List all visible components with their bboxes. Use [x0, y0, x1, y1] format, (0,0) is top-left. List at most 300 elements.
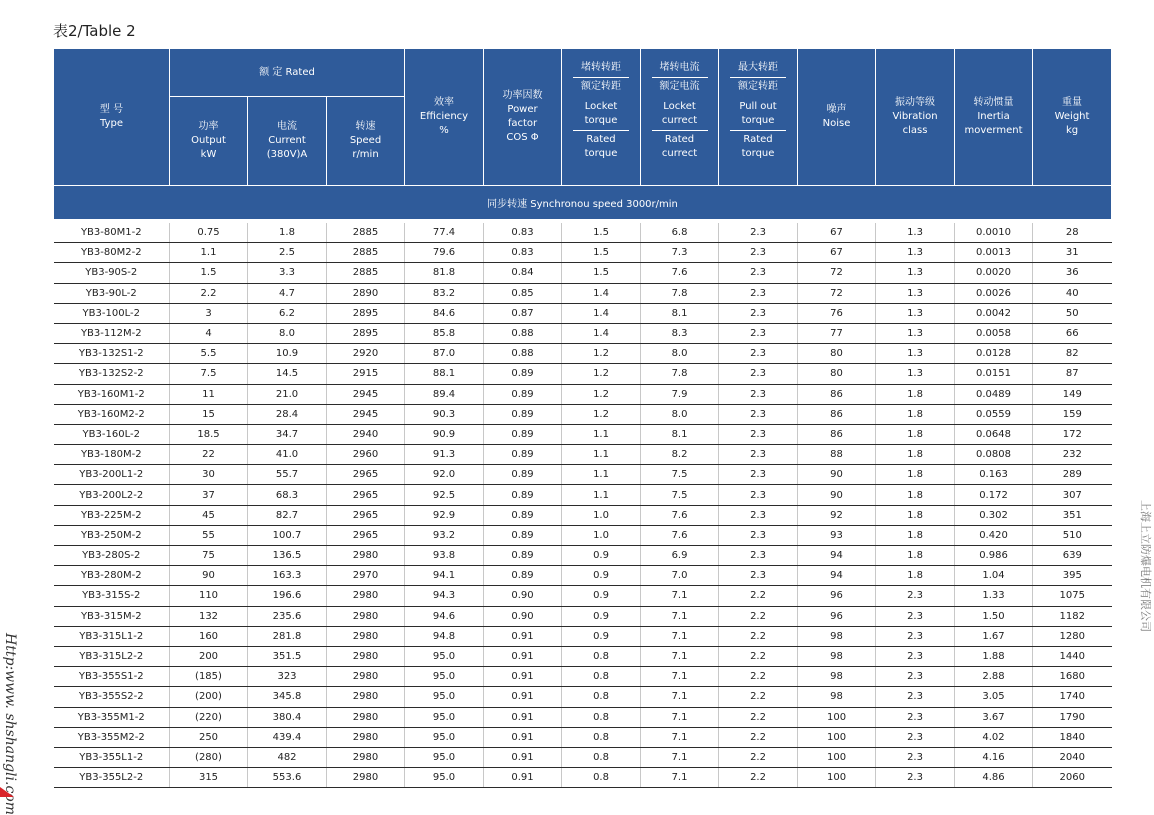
table-cell: 2.3 — [719, 505, 798, 525]
table-cell: 6.9 — [641, 546, 719, 566]
table-cell: 3.67 — [955, 707, 1033, 727]
table-cell: 93 — [798, 525, 876, 545]
table-cell: 0.91 — [484, 687, 562, 707]
table-cell: 2.3 — [719, 384, 798, 404]
table-row — [54, 626, 1112, 646]
table-cell: 92.9 — [405, 505, 484, 525]
table-cell: 94.3 — [405, 586, 484, 606]
table-cell: 1.33 — [955, 586, 1033, 606]
table-cell: 136.5 — [248, 546, 327, 566]
table-cell: YB3-132S2-2 — [54, 364, 170, 384]
table-cell: 0.8 — [562, 687, 641, 707]
table-cell: 86 — [798, 404, 876, 424]
table-cell: 0.91 — [484, 646, 562, 666]
table-cell: 2.2 — [719, 667, 798, 687]
table-cell: 100.7 — [248, 525, 327, 545]
header-inertia: 转动惯量 Inertia moverment — [955, 49, 1033, 186]
table-cell: 37 — [170, 485, 248, 505]
table-cell: 2980 — [327, 546, 405, 566]
table-cell: 28.4 — [248, 404, 327, 424]
table-cell: 1.8 — [876, 404, 955, 424]
table-cell: 82 — [1033, 344, 1112, 364]
table-cell: 439.4 — [248, 727, 327, 747]
table-cell: 80 — [798, 344, 876, 364]
table-cell: 95.0 — [405, 646, 484, 666]
table-cell: 7.5 — [170, 364, 248, 384]
table-cell: 68.3 — [248, 485, 327, 505]
table-row — [54, 323, 1112, 343]
table-header — [54, 49, 1112, 224]
table-cell: 1.1 — [562, 465, 641, 485]
table-cell: 0.8 — [562, 707, 641, 727]
table-cell: 0.75 — [170, 223, 248, 243]
table-cell: YB3-200L2-2 — [54, 485, 170, 505]
table-cell: 0.8 — [562, 646, 641, 666]
table-cell: 1.8 — [876, 566, 955, 586]
table-row — [54, 768, 1112, 788]
table-cell: 2980 — [327, 707, 405, 727]
table-cell: 2945 — [327, 384, 405, 404]
table-cell: 1.2 — [562, 404, 641, 424]
table-cell: 21.0 — [248, 384, 327, 404]
table-row — [54, 424, 1112, 444]
table-cell: 4.7 — [248, 283, 327, 303]
table-cell: 2965 — [327, 465, 405, 485]
table-cell: 3.05 — [955, 687, 1033, 707]
table-cell: 553.6 — [248, 768, 327, 788]
table-row — [54, 364, 1112, 384]
table-cell: 0.91 — [484, 626, 562, 646]
table-cell: (185) — [170, 667, 248, 687]
table-cell: 2.3 — [876, 687, 955, 707]
table-cell: 98 — [798, 646, 876, 666]
table-cell: 2895 — [327, 323, 405, 343]
table-cell: 93.8 — [405, 546, 484, 566]
table-cell: 0.89 — [484, 485, 562, 505]
table-cell: 3.3 — [248, 263, 327, 283]
table-cell: YB3-315L1-2 — [54, 626, 170, 646]
table-cell: 2.88 — [955, 667, 1033, 687]
table-cell: 72 — [798, 283, 876, 303]
table-row — [54, 344, 1112, 364]
table-cell: 2.2 — [719, 646, 798, 666]
table-cell: 0.163 — [955, 465, 1033, 485]
table-cell: 0.0808 — [955, 445, 1033, 465]
table-cell: 1075 — [1033, 586, 1112, 606]
table-cell: 2.3 — [719, 303, 798, 323]
table-cell: 2980 — [327, 586, 405, 606]
table-cell: 91.3 — [405, 445, 484, 465]
table-row — [54, 606, 1112, 626]
table-cell: 7.1 — [641, 687, 719, 707]
table-cell: 67 — [798, 223, 876, 243]
table-row — [54, 707, 1112, 727]
table-cell: 0.91 — [484, 747, 562, 767]
table-cell: 94 — [798, 566, 876, 586]
table-row — [54, 586, 1112, 606]
table-cell: 2.3 — [719, 404, 798, 424]
table-cell: 345.8 — [248, 687, 327, 707]
table-cell: 1.5 — [170, 263, 248, 283]
table-cell: 2.3 — [719, 323, 798, 343]
table-cell: 83.2 — [405, 283, 484, 303]
table-cell: 289 — [1033, 465, 1112, 485]
table-row — [54, 747, 1112, 767]
table-cell: YB3-355L2-2 — [54, 768, 170, 788]
table-cell: 98 — [798, 687, 876, 707]
table-cell: 0.89 — [484, 525, 562, 545]
table-cell: 2980 — [327, 727, 405, 747]
table-cell: 2.2 — [719, 687, 798, 707]
table-cell: 90 — [798, 465, 876, 485]
table-cell: 1840 — [1033, 727, 1112, 747]
website-url: Http:www. shshangli.com — [2, 633, 18, 815]
table-row — [54, 546, 1112, 566]
table-cell: 67 — [798, 243, 876, 263]
table-cell: YB3-80M1-2 — [54, 223, 170, 243]
table-cell: 639 — [1033, 546, 1112, 566]
table-cell: 3 — [170, 303, 248, 323]
table-cell: 232 — [1033, 445, 1112, 465]
table-cell: 7.1 — [641, 727, 719, 747]
table-row — [54, 404, 1112, 424]
header-max-torque: 最大转距 额定转距 Pull out torque Rated torque — [719, 49, 798, 186]
table-cell: 351 — [1033, 505, 1112, 525]
table-cell: 88 — [798, 445, 876, 465]
table-cell: 1.3 — [876, 223, 955, 243]
table-cell: 2.3 — [876, 667, 955, 687]
table-cell: 0.8 — [562, 727, 641, 747]
table-row — [54, 525, 1112, 545]
table-cell: YB3-355S2-2 — [54, 687, 170, 707]
table-cell: 7.9 — [641, 384, 719, 404]
table-cell: 2.2 — [719, 606, 798, 626]
table-cell: 79.6 — [405, 243, 484, 263]
table-cell: YB3-355M1-2 — [54, 707, 170, 727]
table-cell: 0.88 — [484, 323, 562, 343]
table-cell: 81.8 — [405, 263, 484, 283]
table-cell: 1.8 — [876, 465, 955, 485]
corner-mark — [0, 787, 14, 797]
table-cell: 7.1 — [641, 586, 719, 606]
table-cell: 98 — [798, 626, 876, 646]
table-cell: 0.89 — [484, 465, 562, 485]
table-cell: 2980 — [327, 768, 405, 788]
table-cell: 92.5 — [405, 485, 484, 505]
table-cell: 90 — [170, 566, 248, 586]
table-cell: (200) — [170, 687, 248, 707]
table-cell: 1.8 — [876, 384, 955, 404]
table-cell: 95.0 — [405, 768, 484, 788]
table-cell: 351.5 — [248, 646, 327, 666]
table-cell: 7.8 — [641, 364, 719, 384]
table-cell: 2.3 — [719, 445, 798, 465]
table-cell: 0.0559 — [955, 404, 1033, 424]
page-title: 表2/Table 2 — [53, 22, 136, 40]
header-vibration: 振动等级 Vibration class — [876, 49, 955, 186]
table-cell: 1.2 — [562, 384, 641, 404]
header-locked-torque: 堵转转距 额定转距 Locket torque Rated torque — [562, 49, 641, 186]
table-cell: 2940 — [327, 424, 405, 444]
table-cell: 1.4 — [562, 323, 641, 343]
table-cell: 2.3 — [719, 283, 798, 303]
table-cell: 2965 — [327, 505, 405, 525]
table-cell: 94.1 — [405, 566, 484, 586]
table-cell: 2.3 — [719, 525, 798, 545]
table-cell: 1.5 — [562, 223, 641, 243]
table-cell: YB3-160M2-2 — [54, 404, 170, 424]
table-cell: 0.89 — [484, 566, 562, 586]
table-cell: 2.3 — [876, 768, 955, 788]
table-cell: YB3-355M2-2 — [54, 727, 170, 747]
table-cell: 41.0 — [248, 445, 327, 465]
table-cell: 1.3 — [876, 243, 955, 263]
table-cell: 7.8 — [641, 283, 719, 303]
table-cell: 2.3 — [719, 485, 798, 505]
table-cell: 0.87 — [484, 303, 562, 323]
table-row — [54, 505, 1112, 525]
table-cell: 0.9 — [562, 546, 641, 566]
table-cell: 7.1 — [641, 606, 719, 626]
table-cell: 95.0 — [405, 747, 484, 767]
side-right-text: 上海上立防爆电机有限公司 — [1139, 500, 1152, 632]
header-power-factor: 功率因数 Power factor COS Φ — [484, 49, 562, 186]
table-row — [54, 687, 1112, 707]
table-cell: 132 — [170, 606, 248, 626]
table-cell: 89.4 — [405, 384, 484, 404]
table-cell: 2.3 — [719, 566, 798, 586]
table-cell: 55.7 — [248, 465, 327, 485]
table-cell: 1.1 — [170, 243, 248, 263]
table-cell: 1.8 — [876, 505, 955, 525]
table-cell: YB3-160L-2 — [54, 424, 170, 444]
header-output: 功率 Output kW — [170, 97, 248, 186]
table-cell: 94.8 — [405, 626, 484, 646]
table-cell: 2915 — [327, 364, 405, 384]
table-cell: 1440 — [1033, 646, 1112, 666]
table-cell: YB3-315M-2 — [54, 606, 170, 626]
table-cell: 7.6 — [641, 525, 719, 545]
table-cell: 0.89 — [484, 384, 562, 404]
table-cell: 0.0026 — [955, 283, 1033, 303]
table-cell: 7.5 — [641, 485, 719, 505]
table-row — [54, 223, 1112, 243]
table-cell: 0.91 — [484, 727, 562, 747]
table-cell: 235.6 — [248, 606, 327, 626]
table-cell: 8.0 — [641, 344, 719, 364]
table-cell: 1.8 — [876, 424, 955, 444]
table-cell: 2040 — [1033, 747, 1112, 767]
table-cell: 307 — [1033, 485, 1112, 505]
table-cell: 2.2 — [719, 586, 798, 606]
table-cell: 0.0648 — [955, 424, 1033, 444]
table-cell: 510 — [1033, 525, 1112, 545]
table-cell: YB3-200L1-2 — [54, 465, 170, 485]
table-cell: 0.89 — [484, 546, 562, 566]
table-cell: 1.0 — [562, 525, 641, 545]
table-cell: 5.5 — [170, 344, 248, 364]
table-cell: 22 — [170, 445, 248, 465]
table-cell: 2.2 — [719, 727, 798, 747]
table-cell: 0.0128 — [955, 344, 1033, 364]
header-current: 电流 Current (380V)A — [248, 97, 327, 186]
table-cell: 0.84 — [484, 263, 562, 283]
table-cell: 0.0010 — [955, 223, 1033, 243]
table-cell: 2.2 — [719, 768, 798, 788]
table-cell: 0.89 — [484, 445, 562, 465]
table-cell: (280) — [170, 747, 248, 767]
table-cell: 1680 — [1033, 667, 1112, 687]
table-cell: 8.0 — [248, 323, 327, 343]
table-cell: 0.9 — [562, 566, 641, 586]
table-cell: (220) — [170, 707, 248, 727]
table-cell: 0.9 — [562, 586, 641, 606]
table-cell: 0.89 — [484, 404, 562, 424]
table-row — [54, 727, 1112, 747]
table-cell: 0.0151 — [955, 364, 1033, 384]
table-cell: YB3-225M-2 — [54, 505, 170, 525]
table-cell: 1.2 — [562, 344, 641, 364]
table-cell: 11 — [170, 384, 248, 404]
table-cell: 7.6 — [641, 263, 719, 283]
table-cell: 36 — [1033, 263, 1112, 283]
table-cell: 82.7 — [248, 505, 327, 525]
table-cell: 100 — [798, 707, 876, 727]
table-cell: 0.0058 — [955, 323, 1033, 343]
table-cell: 0.83 — [484, 243, 562, 263]
table-cell: 2.3 — [719, 465, 798, 485]
table-cell: 2.2 — [719, 747, 798, 767]
table-cell: 92 — [798, 505, 876, 525]
table-cell: YB3-280M-2 — [54, 566, 170, 586]
table-cell: 2.2 — [719, 707, 798, 727]
table-cell: 90.3 — [405, 404, 484, 424]
table-cell: 7.5 — [641, 465, 719, 485]
table-cell: 0.9 — [562, 626, 641, 646]
table-cell: 7.3 — [641, 243, 719, 263]
table-cell: 2965 — [327, 525, 405, 545]
table-cell: 96 — [798, 606, 876, 626]
table-cell: 1.2 — [562, 364, 641, 384]
table-cell: 96 — [798, 586, 876, 606]
table-body — [54, 223, 1112, 788]
table-row — [54, 263, 1112, 283]
table-cell: YB3-112M-2 — [54, 323, 170, 343]
table-cell: 250 — [170, 727, 248, 747]
table-cell: YB3-132S1-2 — [54, 344, 170, 364]
table-cell: 100 — [798, 727, 876, 747]
table-cell: 395 — [1033, 566, 1112, 586]
table-cell: 1.3 — [876, 323, 955, 343]
table-cell: YB3-90L-2 — [54, 283, 170, 303]
table-cell: 8.3 — [641, 323, 719, 343]
table-cell: 30 — [170, 465, 248, 485]
table-cell: 0.9 — [562, 606, 641, 626]
table-cell: YB3-160M1-2 — [54, 384, 170, 404]
table-cell: 28 — [1033, 223, 1112, 243]
table-row — [54, 445, 1112, 465]
table-cell: 0.420 — [955, 525, 1033, 545]
table-cell: 2890 — [327, 283, 405, 303]
table-cell: 86 — [798, 384, 876, 404]
table-cell: 2.3 — [719, 424, 798, 444]
table-cell: 0.0013 — [955, 243, 1033, 263]
table-cell: 2.2 — [719, 626, 798, 646]
table-row — [54, 566, 1112, 586]
table-row — [54, 283, 1112, 303]
table-cell: 1.1 — [562, 445, 641, 465]
table-cell: 87 — [1033, 364, 1112, 384]
table-cell: 0.8 — [562, 768, 641, 788]
table-cell: 2885 — [327, 223, 405, 243]
table-cell: 4.16 — [955, 747, 1033, 767]
table-cell: 1.50 — [955, 606, 1033, 626]
table-cell: 4 — [170, 323, 248, 343]
table-cell: 149 — [1033, 384, 1112, 404]
table-row — [54, 465, 1112, 485]
table-cell: 2.3 — [719, 243, 798, 263]
table-cell: 1.3 — [876, 303, 955, 323]
table-cell: 4.02 — [955, 727, 1033, 747]
table-cell: 18.5 — [170, 424, 248, 444]
table-cell: 1.8 — [876, 525, 955, 545]
table-cell: 1.5 — [562, 263, 641, 283]
table-cell: 10.9 — [248, 344, 327, 364]
table-cell: 1182 — [1033, 606, 1112, 626]
table-cell: 2.3 — [719, 263, 798, 283]
table-cell: 482 — [248, 747, 327, 767]
table-cell: 0.91 — [484, 768, 562, 788]
table-row — [54, 243, 1112, 263]
table-cell: 98 — [798, 667, 876, 687]
table-cell: 2945 — [327, 404, 405, 424]
table-cell: 34.7 — [248, 424, 327, 444]
table-cell: 6.8 — [641, 223, 719, 243]
table-cell: 1.8 — [248, 223, 327, 243]
table-row — [54, 485, 1112, 505]
table-cell: 2.3 — [876, 586, 955, 606]
table-cell: 1.3 — [876, 364, 955, 384]
table-cell: 7.1 — [641, 667, 719, 687]
table-cell: 1.3 — [876, 263, 955, 283]
table-row — [54, 303, 1112, 323]
table-cell: 1.4 — [562, 303, 641, 323]
table-cell: 7.1 — [641, 707, 719, 727]
table-cell: 2885 — [327, 263, 405, 283]
table-cell: 2980 — [327, 687, 405, 707]
table-cell: 2965 — [327, 485, 405, 505]
table-row — [54, 667, 1112, 687]
table-cell: 0.89 — [484, 505, 562, 525]
table-cell: 159 — [1033, 404, 1112, 424]
table-cell: 76 — [798, 303, 876, 323]
table-cell: 0.0020 — [955, 263, 1033, 283]
table-cell: 380.4 — [248, 707, 327, 727]
table-cell: 2.2 — [170, 283, 248, 303]
table-cell: 7.1 — [641, 768, 719, 788]
table-cell: 1.8 — [876, 485, 955, 505]
table-cell: 95.0 — [405, 667, 484, 687]
table-cell: 0.90 — [484, 606, 562, 626]
table-cell: 95.0 — [405, 727, 484, 747]
table-cell: 2.3 — [876, 747, 955, 767]
table-cell: 1.8 — [876, 445, 955, 465]
table-cell: 2920 — [327, 344, 405, 364]
table-cell: 88.1 — [405, 364, 484, 384]
table-cell: 0.83 — [484, 223, 562, 243]
table-cell: 2980 — [327, 747, 405, 767]
table-cell: 0.8 — [562, 667, 641, 687]
